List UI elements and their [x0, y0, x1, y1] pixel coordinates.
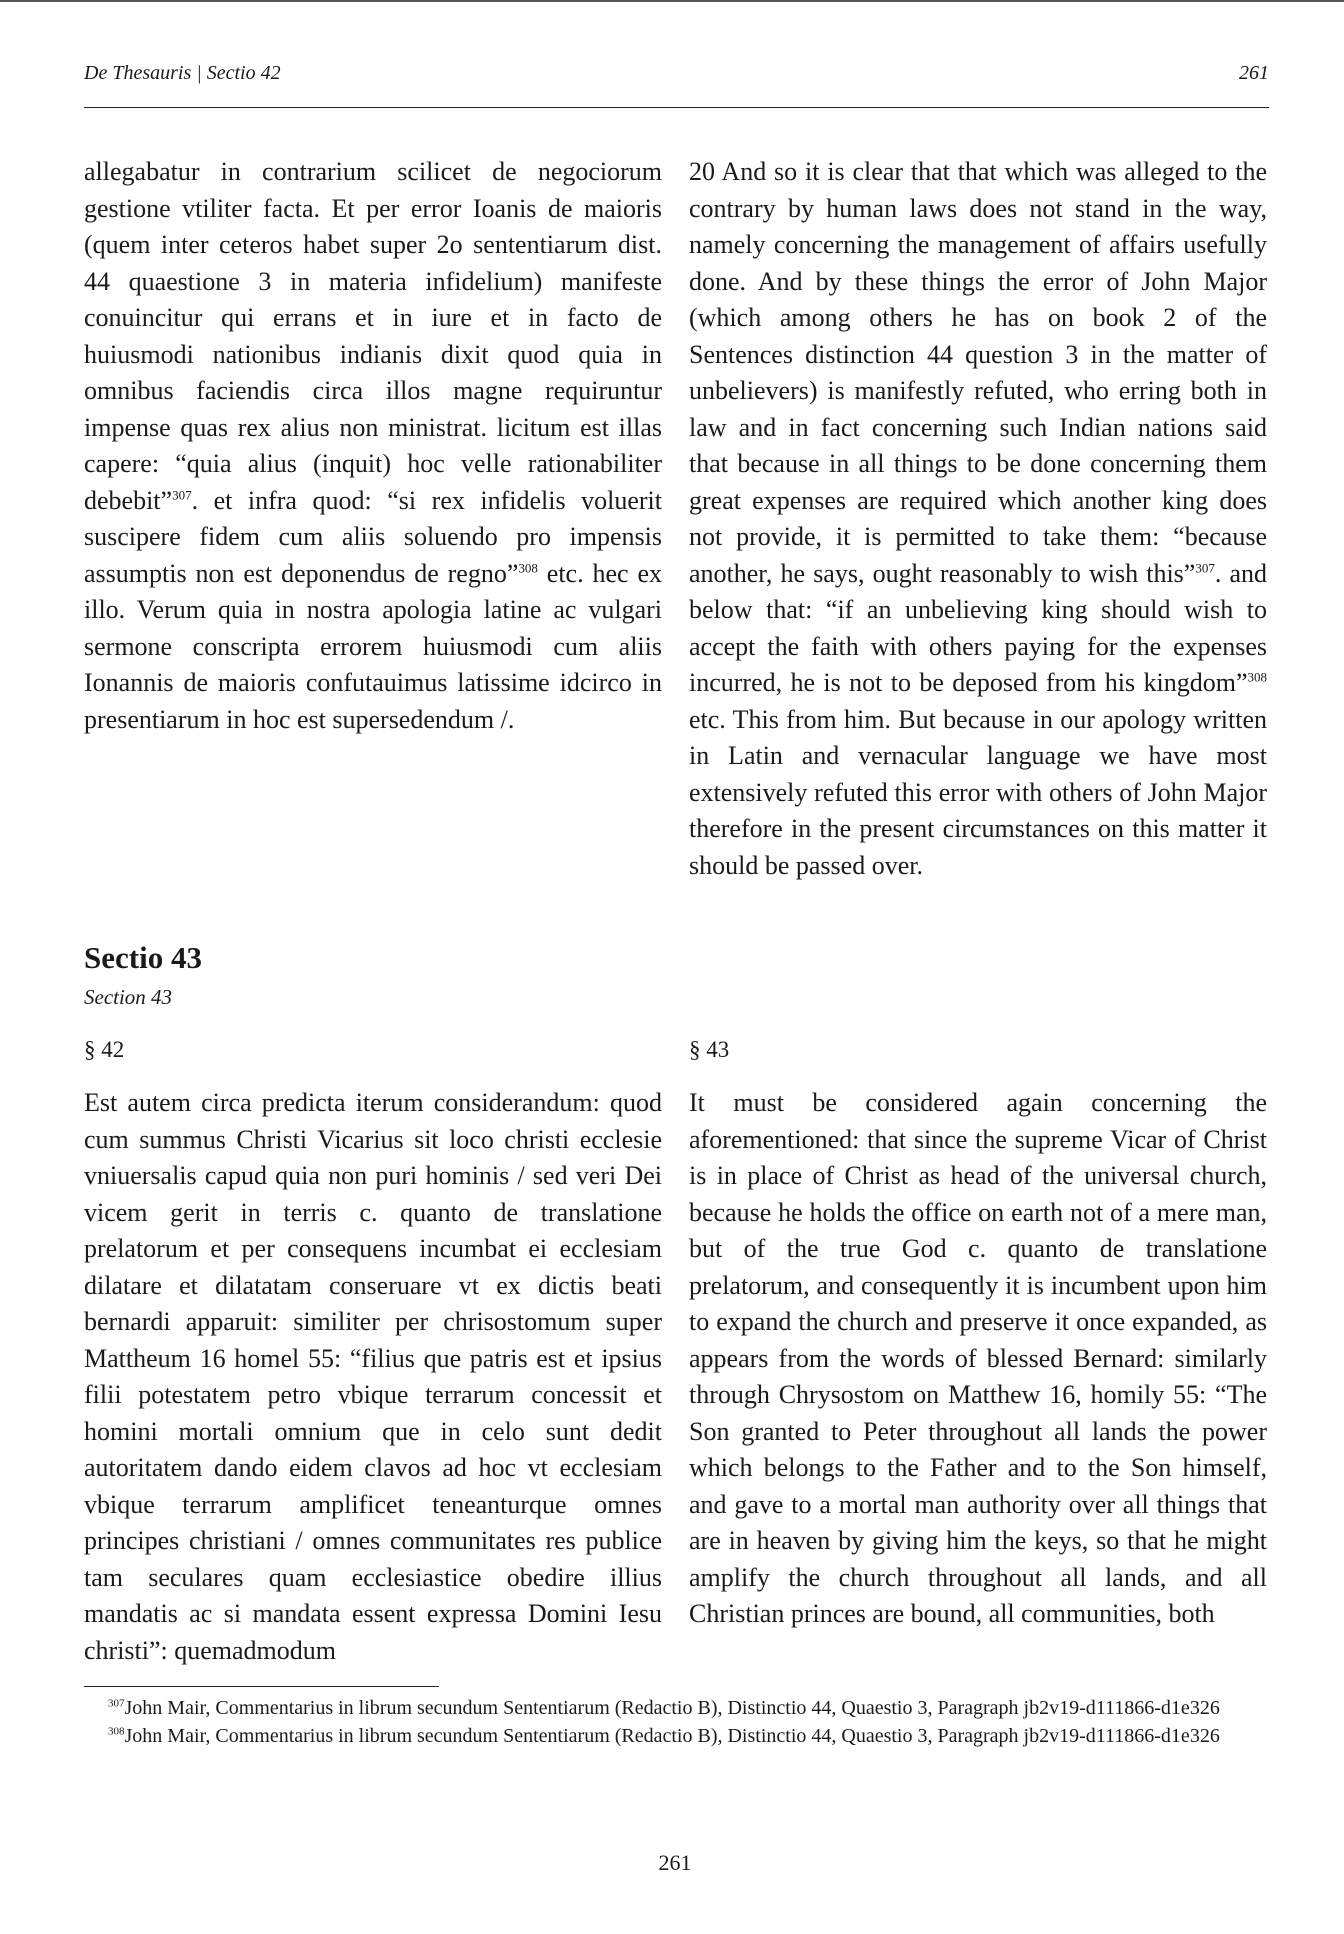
section-heading: Sectio 43	[84, 940, 202, 975]
header-rule	[84, 107, 1269, 108]
footnote-ref-307[interactable]: 307	[1195, 559, 1215, 575]
english-text-block-2: It must be considered again concerning the aforementioned: that since the supreme Vicar of Christ is in place of Christ as head of the universal church, because he holds the office on earth not of a mere man, but of the true God c. quanto de translatione prelatorum, and consequently it is incumbent upon him to expand the church and preserve it once expanded, as appears from the words of blessed Bernard: similarly through Chrysostom on Matthew 16, homily 55: “The Son granted to Peter throughout all lands the power which belongs to the Father and to the Son himself, and gave to a mortal man authority over all things that are in heaven by giving him the keys, so that he might amplify the church throughout all lands, and all Christian princes are bound, all communities, both	[689, 1088, 1267, 1628]
top-border	[0, 0, 1344, 2]
footnote-rule	[84, 1686, 439, 1687]
footnote-ref-308[interactable]: 308	[518, 559, 538, 575]
footnote-307: $^{307}$John Mair, Commentarius in librum secundum Sententiarum (Redactio B), Distinctio 44, Quaestio 3, Paragraph jb2v19-d111866-d1e326	[108, 1697, 1220, 1719]
section-subtitle: Section 43	[84, 985, 173, 1009]
paragraph-number-right: § 43	[689, 1037, 730, 1062]
footnotes	[84, 1694, 1274, 1750]
english-text-block-1: 20 And so it is clear that that which was alleged to the contrary by human laws does not stand in the way, namely concerning the management of affairs usefully done. And by these things the error of John Major (which among others he has on book 2 of the Sentences distinction 44 question 3 in the matter of unbelievers) is manifestly refuted, who erring both in law and in fact concerning such Indian nations said that because in all things to be done concerning them great expenses are required which another king does not provide, it is permitted to take them: “because another, he says, ought reasonably to wish this”$^{307}$. and below that: “if an unbelieving king should wish to accept the faith with others paying for the expenses incurred, he is not to be deposed from his kingdom”$^{308}$ etc. This from him. But because in our apology written in Latin and vernacular language we have most extensively refuted this error with others of John Major therefore in the present circumstances on this matter it should be passed over.	[689, 157, 1267, 880]
running-header	[84, 62, 1269, 88]
footnote-ref-307[interactable]: 307	[172, 486, 192, 502]
latin-text-block-2: Est autem circa predicta iterum considerandum: quod cum summus Christi Vicarius sit loco christi ecclesie vniuersalis capud quia non puri hominis / sed veri Dei vicem gerit in terris c. quanto de translatione prelatorum et per consequens incumbat ei ecclesiam dilatare et dilatatam conseruare vt ex dictis beati bernardi apparuit: similiter per chrisostomum super Mattheum 16 homel 55: “filius que patris est et ipsius filii potestatem petro vbique terrarum concessit et homini mortali omnium que in celo sunt dedit autoritatem dando eidem clavos ad hoc vt ecclesiam vbique terrarum amplificet teneanturque omnes principes christiani / omnes communitates res publice tam seculares quam ecclesiastice obedire illius mandatis ac si mandata essent expressa Domini Iesu christi”: quemadmodum	[84, 1088, 662, 1665]
footnote-308: $^{308}$John Mair, Commentarius in librum secundum Sententiarum (Redactio B), Distinctio 44, Quaestio 3, Paragraph jb2v19-d111866-d1e326	[108, 1725, 1220, 1747]
page-number: 261	[658, 1850, 692, 1875]
footnote-ref-308[interactable]: 308	[1247, 669, 1267, 685]
latin-text-block-1: allegabatur in contrarium scilicet de negociorum gestione vtiliter facta. Et per error Ioanis de maioris (quem inter ceteros habet super 2o sententiarum dist. 44 quaestione 3 in materia infidelium) manifeste conuincitur qui errans et in iure et in facto de huiusmodi nationibus indianis dixit quod quia in omnibus faciendis circa illos magne requiruntur impense quas rex alius non ministrat. licitum est illas capere: “quia alius (inquit) hoc velle rationabiliter debebit”$^{307}$. et infra quod: “si rex infidelis voluerit suscipere fidem cum aliis soluendo pro impensis assumptis non est deponendus de regno”$^{308}$ etc. hec ex illo. Verum quia in nostra apologia latine ac vulgari sermone conscripta errorem huiusmodi cum aliis Ionannis de maioris confutauimus latissime idcirco in presentiarum in hoc est supersedendum /.	[84, 157, 662, 734]
header-page-number: 261	[1239, 62, 1269, 84]
running-title: De Thesauris | Sectio 42	[84, 62, 281, 84]
paragraph-number-left: § 42	[84, 1037, 125, 1062]
